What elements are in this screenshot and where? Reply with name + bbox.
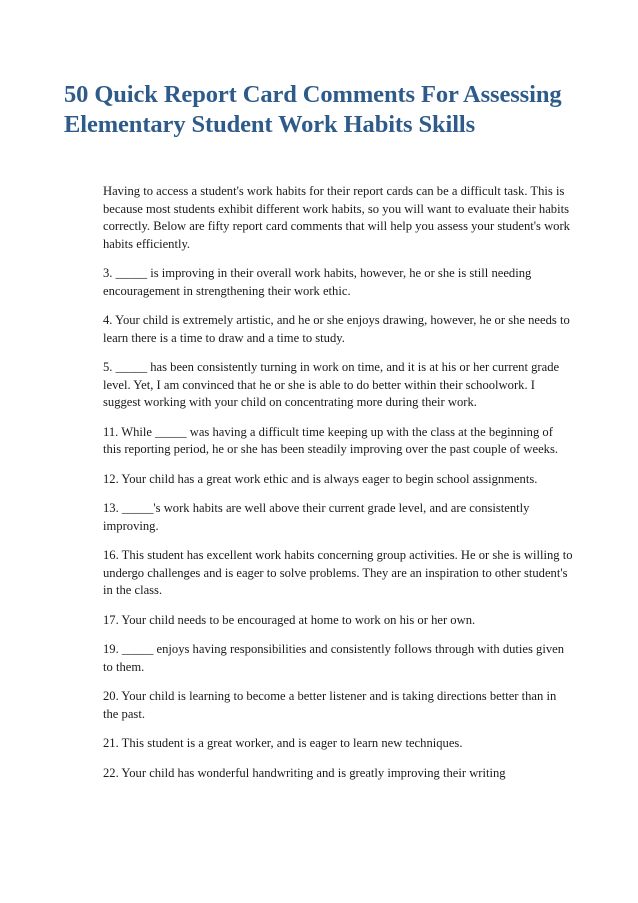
comment-paragraph: 12. Your child has a great work ethic and is always eager to begin school assignments.: [103, 471, 538, 486]
comment-paragraph: 22. Your child has wonderful handwriting and is greatly improving their writing: [103, 765, 506, 780]
comment-paragraph: 3. _____ is improving in their overall work habits, however, he or she is still needing encouragement in strengthening their work ethic.: [103, 266, 532, 298]
comment-paragraph: 19. _____ enjoys having responsibilities and consistently follows through with duties given to them.: [103, 642, 565, 674]
document-body: [103, 183, 573, 794]
intro-paragraph: Having to access a student's work habits for their report cards can be a difficult task. This is because most students exhibit different work habits, so you will want to evaluate their habits correctly. Below are fifty report card comments that will help you assess your student's work habits efficiently.: [103, 184, 570, 251]
comment-paragraph: 13. _____'s work habits are well above their current grade level, and are consistently improving.: [103, 501, 530, 533]
comment-paragraph: 20. Your child is learning to become a better listener and is taking directions better than in the past.: [103, 689, 557, 721]
comment-paragraph: 21. This student is a great worker, and is eager to learn new techniques.: [103, 736, 463, 750]
page-title: 50 Quick Report Card Comments For Assessing Elementary Student Work Habits Skills: [64, 81, 562, 138]
comment-paragraph: 5. _____ has been consistently turning in work on time, and it is at his or her current grade level. Yet, I am convinced that he or she is able to do better within their schoolwork. I suggest working with your child on concentrating more during their work.: [103, 360, 560, 409]
comment-paragraph: 11. While _____ was having a difficult time keeping up with the class at the beginning of this reporting period, he or she has been steadily improving over the past couple of weeks.: [103, 424, 559, 456]
comment-paragraph: 17. Your child needs to be encouraged at home to work on his or her own.: [103, 612, 476, 627]
comment-paragraph: 4. Your child is extremely artistic, and he or she enjoys drawing, however, he or she needs to learn there is a time to draw and a time to study.: [103, 313, 570, 345]
comment-paragraph: 16. This student has excellent work habits concerning group activities. He or she is willing to undergo challenges and is eager to solve problems. They are an inspiration to other student's in the class.: [103, 548, 573, 597]
